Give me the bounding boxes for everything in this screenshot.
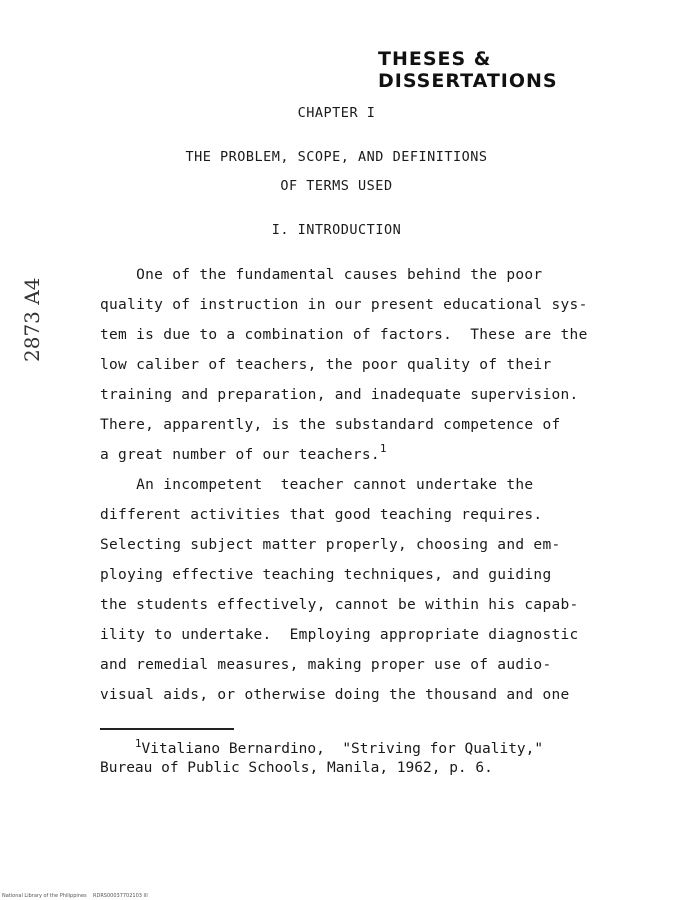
archive-footer: National Library of the Philippines RDRS00037702103 lll xyxy=(2,893,148,899)
body-line: One of the fundamental causes behind the poor xyxy=(100,267,543,283)
body-line: Selecting subject matter properly, choosing and em- xyxy=(100,537,561,553)
theses-dissertations-stamp: THESES & DISSERTATIONS xyxy=(378,48,558,92)
section-heading: I. INTRODUCTION xyxy=(271,222,402,238)
footnote-divider xyxy=(100,728,234,730)
title-line-2: OF TERMS USED xyxy=(280,178,393,194)
body-line-with-footnote xyxy=(100,442,387,463)
body-line: and remedial measures, making proper use of audio- xyxy=(100,657,552,673)
body-line: tem is due to a combination of factors. These are the xyxy=(100,327,588,343)
body-line: the students effectively, cannot be within his capab- xyxy=(100,597,579,613)
body-line: training and preparation, and inadequate supervision. xyxy=(100,387,579,403)
footnote-reference: 1 xyxy=(379,442,387,455)
footnote-line-1 xyxy=(100,737,544,757)
body-line: low caliber of teachers, the poor quality of their xyxy=(100,357,552,373)
footnote-text: Vitaliano Bernardino, "Striving for Quality," xyxy=(141,741,544,757)
footnote-line-2: Bureau of Public Schools, Manila, 1962, p. 6. xyxy=(100,760,493,776)
chapter-heading: CHAPTER I xyxy=(297,105,376,121)
body-line: ility to undertake. Employing appropriate diagnostic xyxy=(100,627,579,643)
footnote-marker: 1 xyxy=(134,737,142,750)
title-line-1: THE PROBLEM, SCOPE, AND DEFINITIONS xyxy=(185,149,488,165)
body-text: a great number of our teachers. xyxy=(100,447,380,463)
body-line: quality of instruction in our present educational sys- xyxy=(100,297,588,313)
body-line: ploying effective teaching techniques, and guiding xyxy=(100,567,552,583)
body-line: An incompetent teacher cannot undertake the xyxy=(100,477,534,493)
body-line: There, apparently, is the substandard competence of xyxy=(100,417,561,433)
handwritten-margin-note: 2873 A4 xyxy=(20,277,44,362)
body-line: visual aids, or otherwise doing the thousand and one xyxy=(100,687,570,703)
body-line: different activities that good teaching requires. xyxy=(100,507,543,523)
